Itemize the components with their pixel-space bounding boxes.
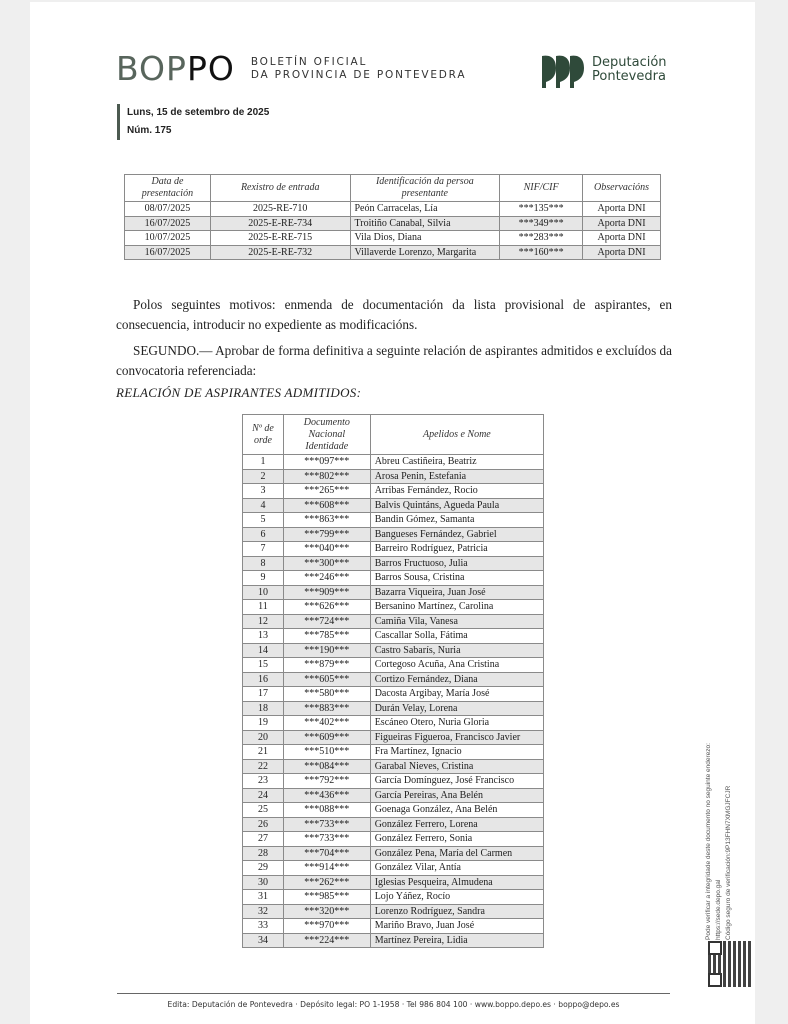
cell-notes: Aporta DNI xyxy=(583,245,661,260)
logo-bop: BOP xyxy=(116,49,187,88)
table-row xyxy=(125,202,661,217)
table-row xyxy=(243,643,544,658)
cell-order: 23 xyxy=(243,774,284,789)
cell-dni: ***799*** xyxy=(283,527,370,542)
cell-name: Dacosta Argibay, María José xyxy=(370,687,543,702)
cell-name: González Vilar, Antía xyxy=(370,861,543,876)
table-row xyxy=(243,759,544,774)
cell-dni: ***088*** xyxy=(283,803,370,818)
cell-name: Arribas Fernández, Rocio xyxy=(370,484,543,499)
cell-name: Figueiras Figueroa, Francisco Javier xyxy=(370,730,543,745)
col-header: Rexistro de entrada xyxy=(210,175,350,202)
footer-text: Edita: Deputación de Pontevedra · Depósito legal: PO 1-1958 · Tel 986 804 100 · www.boppo.depo.es · boppo@depo.es xyxy=(167,1000,620,1009)
cell-dni: ***605*** xyxy=(283,672,370,687)
cell-order: 28 xyxy=(243,846,284,861)
cell-dni: ***970*** xyxy=(283,919,370,934)
cell-name: García Pereiras, Ana Belén xyxy=(370,788,543,803)
registry-table xyxy=(124,174,661,260)
cell-person: Peón Carracelas, Lía xyxy=(350,202,500,217)
cell-name: Cortegoso Acuña, Ana Cristina xyxy=(370,658,543,673)
cell-date: 10/07/2025 xyxy=(125,231,211,246)
cell-order: 27 xyxy=(243,832,284,847)
cell-name: Castro Sabarís, Nuria xyxy=(370,643,543,658)
verification-code: Código seguro de verificación:9P13FHN7XMGJFCJR xyxy=(725,785,732,940)
org-line1: Deputación xyxy=(592,55,667,70)
cell-name: Goenaga González, Ana Belén xyxy=(370,803,543,818)
subtitle-line2: DA PROVINCIA DE PONTEVEDRA xyxy=(250,68,467,81)
cell-dni: ***224*** xyxy=(283,933,370,948)
cell-date: 16/07/2025 xyxy=(125,245,211,260)
col-header: Apelidos e Nome xyxy=(370,415,543,455)
cell-dni: ***785*** xyxy=(283,629,370,644)
table-row xyxy=(243,672,544,687)
cell-dni: ***436*** xyxy=(283,788,370,803)
table-row xyxy=(243,614,544,629)
cell-name: Arosa Penin, Estefania xyxy=(370,469,543,484)
table-row xyxy=(243,600,544,615)
cell-name: Lorenzo Rodríguez, Sandra xyxy=(370,904,543,919)
cell-registry: 2025-E-RE-734 xyxy=(210,216,350,231)
cell-date: 08/07/2025 xyxy=(125,202,211,217)
cell-order: 25 xyxy=(243,803,284,818)
table-row xyxy=(243,832,544,847)
table-row xyxy=(243,513,544,528)
registry-header-row xyxy=(125,175,661,202)
cell-name: Iglesias Pesqueira, Almudena xyxy=(370,875,543,890)
cell-order: 31 xyxy=(243,890,284,905)
cell-dni: ***246*** xyxy=(283,571,370,586)
table-row xyxy=(243,455,544,470)
col-header: Identificación da persoa presentante xyxy=(350,175,500,202)
org-line2: Pontevedra xyxy=(592,69,666,84)
table-row xyxy=(243,527,544,542)
cell-order: 14 xyxy=(243,643,284,658)
cell-dni: ***909*** xyxy=(283,585,370,600)
cell-order: 24 xyxy=(243,788,284,803)
cell-order: 29 xyxy=(243,861,284,876)
table-row xyxy=(243,875,544,890)
cell-dni: ***733*** xyxy=(283,817,370,832)
admitted-section-title: RELACIÓN DE ASPIRANTES ADMITIDOS: xyxy=(116,385,362,400)
resolution-paragraph: SEGUNDO.— Aprobar de forma definitiva a seguinte relación de aspirantes admitidos e excluídos da convocatoria referenciada: xyxy=(116,343,672,379)
cell-name: González Pena, María del Carmen xyxy=(370,846,543,861)
cell-order: 13 xyxy=(243,629,284,644)
col-header: Nº de orde xyxy=(243,415,284,455)
boppo-logo xyxy=(116,49,235,88)
cell-dni: ***510*** xyxy=(283,745,370,760)
bulletin-subtitle xyxy=(251,56,467,82)
table-row xyxy=(243,469,544,484)
cell-order: 34 xyxy=(243,933,284,948)
cell-name: Camiña Vila, Vanesa xyxy=(370,614,543,629)
table-row xyxy=(243,556,544,571)
cell-dni: ***190*** xyxy=(283,643,370,658)
col-header: Data de presentación xyxy=(125,175,211,202)
cell-dni: ***402*** xyxy=(283,716,370,731)
table-row xyxy=(243,904,544,919)
table-row xyxy=(243,687,544,702)
cell-dni: ***733*** xyxy=(283,832,370,847)
cell-notes: Aporta DNI xyxy=(583,216,661,231)
table-row xyxy=(243,846,544,861)
cell-order: 19 xyxy=(243,716,284,731)
cell-dni: ***265*** xyxy=(283,484,370,499)
cell-name: Garabal Nieves, Cristina xyxy=(370,759,543,774)
cell-name: Durán Velay, Lorena xyxy=(370,701,543,716)
verification-line1: Pode verificar a integridade deste documento no seguinte enderezo: xyxy=(705,743,712,940)
cell-name: Barreiro Rodríguez, Patricia xyxy=(370,542,543,557)
cell-name: Cascallar Solla, Fátima xyxy=(370,629,543,644)
deputacion-logo xyxy=(540,50,667,90)
cell-name: Barros Sousa, Cristina xyxy=(370,571,543,586)
cell-name: Bersanino Martínez, Carolina xyxy=(370,600,543,615)
qr-code-icon xyxy=(708,941,752,987)
cell-order: 26 xyxy=(243,817,284,832)
col-header: NIF/CIF xyxy=(500,175,583,202)
cell-dni: ***863*** xyxy=(283,513,370,528)
table-row xyxy=(243,542,544,557)
cell-order: 21 xyxy=(243,745,284,760)
subtitle-line1: BOLETÍN OFICIAL xyxy=(250,55,368,68)
table-row xyxy=(243,803,544,818)
col-header: Observacións xyxy=(583,175,661,202)
cell-person: Troitiño Canabal, Silvia xyxy=(350,216,500,231)
cell-order: 15 xyxy=(243,658,284,673)
cell-order: 8 xyxy=(243,556,284,571)
cell-dni: ***724*** xyxy=(283,614,370,629)
table-row xyxy=(243,716,544,731)
cell-dni: ***262*** xyxy=(283,875,370,890)
cell-dni: ***914*** xyxy=(283,861,370,876)
issue-number: Núm. 175 xyxy=(127,125,172,136)
cell-dni: ***084*** xyxy=(283,759,370,774)
table-row xyxy=(243,484,544,499)
cell-name: Bazarra Viqueira, Juan José xyxy=(370,585,543,600)
admitted-table xyxy=(242,414,544,948)
cell-name: Balvis Quintáns, Agueda Paula xyxy=(370,498,543,513)
cell-order: 22 xyxy=(243,759,284,774)
cell-name: Fra Martínez, Ignacio xyxy=(370,745,543,760)
table-row xyxy=(125,245,661,260)
issue-date: Luns, 15 de setembro de 2025 xyxy=(127,107,270,118)
cell-nif: ***135*** xyxy=(500,202,583,217)
cell-nif: ***349*** xyxy=(500,216,583,231)
cell-dni: ***300*** xyxy=(283,556,370,571)
cell-name: Bandin Gómez, Samanta xyxy=(370,513,543,528)
verification-url: https://sede.depo.gal xyxy=(715,879,722,940)
cell-dni: ***626*** xyxy=(283,600,370,615)
table-row xyxy=(243,730,544,745)
cell-name: Lojo Yáñez, Rocío xyxy=(370,890,543,905)
cell-dni: ***792*** xyxy=(283,774,370,789)
cell-order: 6 xyxy=(243,527,284,542)
cell-order: 5 xyxy=(243,513,284,528)
cell-dni: ***802*** xyxy=(283,469,370,484)
table-row xyxy=(243,817,544,832)
cell-order: 30 xyxy=(243,875,284,890)
cell-person: Vila Dios, Diana xyxy=(350,231,500,246)
cell-name: Mariño Bravo, Juan José xyxy=(370,919,543,934)
cell-order: 32 xyxy=(243,904,284,919)
cell-nif: ***283*** xyxy=(500,231,583,246)
cell-dni: ***580*** xyxy=(283,687,370,702)
table-row xyxy=(125,216,661,231)
table-row xyxy=(243,629,544,644)
table-row xyxy=(243,658,544,673)
table-row xyxy=(243,774,544,789)
boppo-masthead xyxy=(116,49,467,88)
table-row xyxy=(243,585,544,600)
cell-date: 16/07/2025 xyxy=(125,216,211,231)
reason-paragraph: Polos seguintes motivos: enmenda de documentación da lista provisional de aspirantes, en consecuencia, introducir no expediente as modificacións. xyxy=(116,297,672,333)
cell-dni: ***097*** xyxy=(283,455,370,470)
cell-order: 7 xyxy=(243,542,284,557)
cell-name: Barros Fructuoso, Julia xyxy=(370,556,543,571)
cell-order: 4 xyxy=(243,498,284,513)
cell-order: 16 xyxy=(243,672,284,687)
cell-dni: ***609*** xyxy=(283,730,370,745)
cell-order: 9 xyxy=(243,571,284,586)
cell-order: 2 xyxy=(243,469,284,484)
cell-dni: ***608*** xyxy=(283,498,370,513)
deputacion-emblem-icon xyxy=(540,50,586,90)
table-row xyxy=(243,701,544,716)
table-row xyxy=(243,498,544,513)
table-row xyxy=(243,919,544,934)
cell-order: 1 xyxy=(243,455,284,470)
cell-person: Villaverde Lorenzo, Margarita xyxy=(350,245,500,260)
table-row xyxy=(243,745,544,760)
cell-order: 12 xyxy=(243,614,284,629)
cell-dni: ***704*** xyxy=(283,846,370,861)
table-row xyxy=(125,231,661,246)
cell-notes: Aporta DNI xyxy=(583,231,661,246)
table-row xyxy=(243,571,544,586)
col-header: Documento Nacional Identidade xyxy=(283,415,370,455)
cell-order: 10 xyxy=(243,585,284,600)
cell-dni: ***883*** xyxy=(283,701,370,716)
cell-name: Escáneo Otero, Nuria Gloria xyxy=(370,716,543,731)
cell-order: 11 xyxy=(243,600,284,615)
cell-name: Martínez Pereira, Lidia xyxy=(370,933,543,948)
cell-registry: 2025-E-RE-715 xyxy=(210,231,350,246)
cell-name: Abreu Castiñeira, Beatriz xyxy=(370,455,543,470)
cell-name: García Domínguez, José Francisco xyxy=(370,774,543,789)
cell-order: 3 xyxy=(243,484,284,499)
cell-order: 33 xyxy=(243,919,284,934)
cell-name: Cortizo Fernández, Diana xyxy=(370,672,543,687)
cell-dni: ***879*** xyxy=(283,658,370,673)
verification-note xyxy=(704,710,734,940)
cell-name: González Ferrero, Lorena xyxy=(370,817,543,832)
table-row xyxy=(243,788,544,803)
issue-info xyxy=(117,104,269,140)
admitted-header-row xyxy=(243,415,544,455)
cell-dni: ***985*** xyxy=(283,890,370,905)
cell-order: 20 xyxy=(243,730,284,745)
cell-name: Bangueses Fernández, Gabriel xyxy=(370,527,543,542)
cell-dni: ***040*** xyxy=(283,542,370,557)
table-row xyxy=(243,890,544,905)
cell-nif: ***160*** xyxy=(500,245,583,260)
cell-order: 18 xyxy=(243,701,284,716)
table-row xyxy=(243,933,544,948)
cell-registry: 2025-E-RE-732 xyxy=(210,245,350,260)
cell-registry: 2025-RE-710 xyxy=(210,202,350,217)
deputacion-name xyxy=(592,56,667,84)
footer-divider xyxy=(117,993,670,994)
cell-order: 17 xyxy=(243,687,284,702)
admitted-table-body xyxy=(243,455,544,948)
cell-notes: Aporta DNI xyxy=(583,202,661,217)
table-row xyxy=(243,861,544,876)
logo-po: PO xyxy=(186,49,235,88)
cell-name: González Ferrero, Sonia xyxy=(370,832,543,847)
cell-dni: ***320*** xyxy=(283,904,370,919)
